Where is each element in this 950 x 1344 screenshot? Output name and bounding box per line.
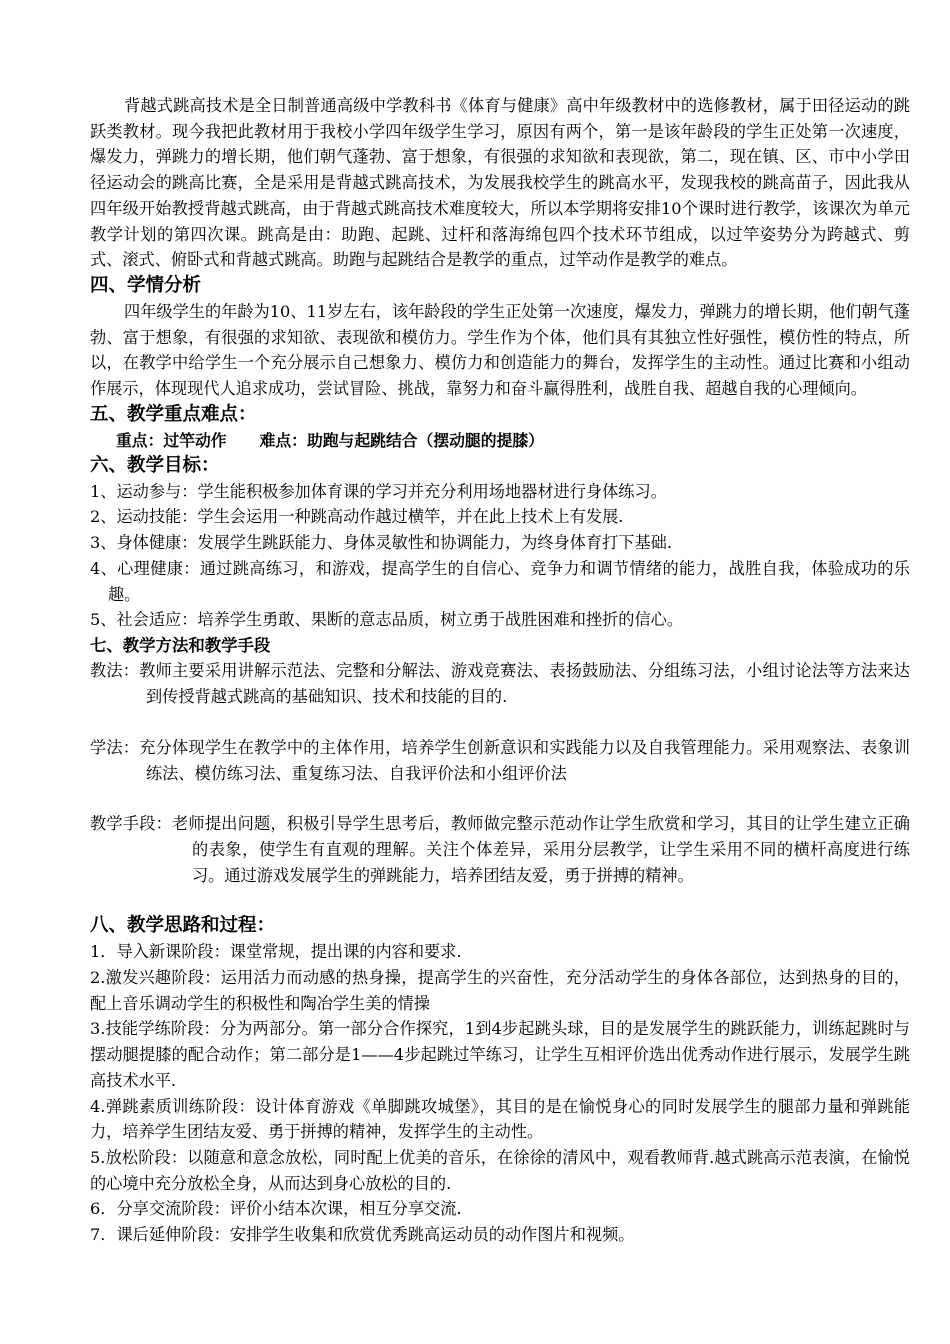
section-heading-teaching-objectives: 六、教学目标： <box>90 454 220 476</box>
process-step: 5.放松阶段：以随意和意念放松，同时配上优美的音乐，在徐徐的清风中，观看教师背.越式跳高示范表演，在愉悦的心境中充分放松全身，从而达到身心放松的目的. <box>90 1148 910 1193</box>
process-step: 6．分享交流阶段：评价小结本次课，相互分享交流. <box>90 1199 462 1219</box>
learning-method-paragraph: 学法：充分体现学生在教学中的主体作用，培养学生创新意识和实践能力以及自我管理能力。采用观察法、表象训练法、模仿练习法、重复练习法、自我评价法和小组评价法 <box>90 737 910 783</box>
process-step: 7．课后延伸阶段：安排学生收集和欣赏优秀跳高运动员的动作图片和视频。 <box>90 1225 635 1245</box>
spacer <box>90 710 910 735</box>
section-heading-teaching-process: 八、教学思路和过程： <box>90 915 276 937</box>
objective-item: 5、社会适应：培养学生勇敢、果断的意志品质，树立勇于战胜困难和挫折的信心。 <box>90 610 684 630</box>
intro-paragraph: 背越式跳高技术是全日制普通高级中学教科书《体育与健康》高中年级教材中的选修教材，属于田径运动的跳跃类教材。现今我把此教材用于我校小学四年级学生学习，原因有两个，第一是该年龄段的学生正处第一次速度，爆发力，弹跳力的增长期，他们朝气蓬勃、富于想象，有很强的求知欲和表现欲，第二，现在镇、区、市中小学田径运动会的跳高比赛，全是采用是背越式跳高技术，为发展我校学生的跳高水平，发现我校的跳高苗子，因此我从四年级开始教授背越式跳高，由于背越式跳高技术难度较大，所以本学期将安排10个课时进行教学，该课次为单元教学计划的第四次课。跳高是由：助跑、起跳、过杆和落海绵包四个技术环节组成，以过竿姿势分为跨越式、剪式、滚式、俯卧式和背越式跳高。助跑与起跳结合是教学的重点，过竿动作是教学的难点。 <box>90 96 910 270</box>
teaching-method-paragraph: 教法：教师主要采用讲解示范法、完整和分解法、游戏竞赛法、表扬鼓励法、分组练习法，小组讨论法等方法来达到传授背越式跳高的基础知识、技术和技能的目的. <box>90 661 910 707</box>
document-page <box>90 93 910 1248</box>
process-step: 3.技能学练阶段：分为两部分。第一部分合作探究，1到4步起跳头球，目的是发展学生的跳跃能力，训练起跳时与摆动腿提膝的配合动作；第二部分是1——4步起跳过竿练习，让学生互相评价选出优秀动作进行展示，发展学生跳高技术水平. <box>90 1019 910 1090</box>
section-heading-teaching-methods: 七、教学方法和教学手段 <box>90 635 271 655</box>
process-step: 2.激发兴趣阶段：运用活力而动感的热身操，提高学生的兴奋性，充分活动学生的身体各部位，达到热身的目的，配上音乐调动学生的积极性和陶冶学生美的情操 <box>90 968 910 1013</box>
objective-item: 3、身体健康：发展学生跳跃能力、身体灵敏性和协调能力，为终身体育打下基础. <box>90 533 673 553</box>
objective-item: 4、心理健康：通过跳高练习，和游戏，提高学生的自信心、竞争力和调节情绪的能力，战胜自我，体验成功的乐趣。 <box>90 558 910 604</box>
objective-item: 2、运动技能：学生会运用一种跳高动作越过横竿，并在此上技术上有发展. <box>90 507 624 527</box>
teaching-means-paragraph: 教学手段：老师提出问题，积极引导学生思考后，教师做完整示范动作让学生欣赏和学习，其目的让学生建立正确的表象，使学生有直观的理解。关注个体差异，采用分层教学，让学生采用不同的横杆高度进行练习。通过游戏发展学生的弹跳能力，培养团结友爱，勇于拼搏的精神。 <box>90 814 910 885</box>
process-step: 1．导入新课阶段：课堂常规，提出课的内容和要求. <box>90 942 462 962</box>
key-difficult-points: 重点：过竿动作 难点：助跑与起跳结合（摆动腿的提膝） <box>116 430 544 450</box>
learner-analysis-paragraph: 四年级学生的年龄为10、11岁左右，该年龄段的学生正处第一次速度，爆发力，弹跳力的增长期，他们朝气蓬勃、富于想象，有很强的求知欲、表现欲和模仿力。学生作为个体，他们具有其独立性好强性，模仿性的特点，所以，在教学中给学生一个充分展示自己想象力、模仿力和创造能力的舞台，发挥学生的主动性。通过比赛和小组动作展示，体现现代人追求成功，尝试冒险、挑战，靠努力和奋斗赢得胜利，战胜自我、超越自我的心理倾向。 <box>90 301 910 399</box>
spacer <box>90 786 910 811</box>
section-heading-key-difficult-points: 五、教学重点难点： <box>90 403 257 425</box>
process-step: 4.弹跳素质训练阶段：设计体育游戏《单脚跳攻城堡》，其目的是在愉悦身心的同时发展学生的腿部力量和弹跳能力，培养学生团结友爱、勇于拼搏的精神，发挥学生的主动性。 <box>90 1096 910 1142</box>
section-heading-learner-analysis: 四、学情分析 <box>90 274 202 296</box>
spacer <box>90 888 910 913</box>
objective-item: 1、运动参与：学生能积极参加体育课的学习并充分利用场地器材进行身体练习。 <box>90 481 667 501</box>
